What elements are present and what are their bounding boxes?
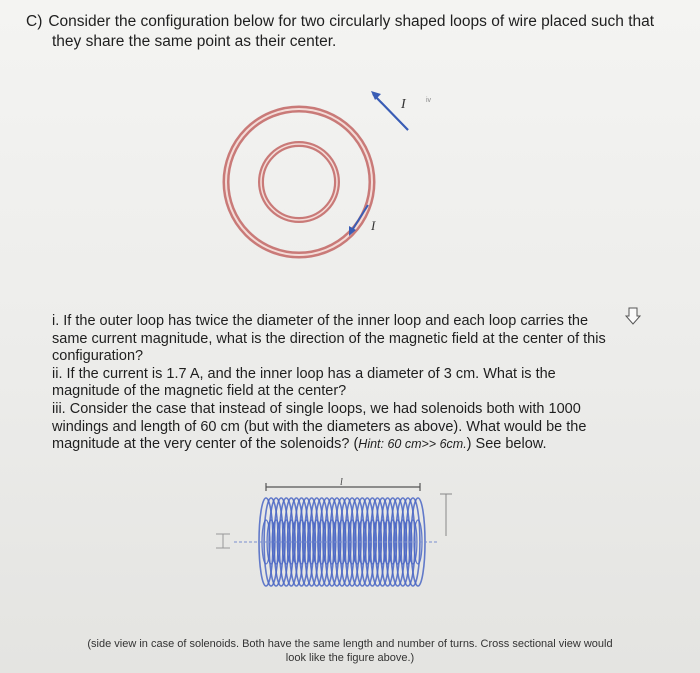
part-i	[52, 313, 632, 366]
part-i-line2: same current magnitude, what is the direction of the magnetic field at the center of this	[52, 330, 606, 347]
part-iii-line3-end: ) See below.	[466, 436, 547, 453]
length-label: l	[340, 477, 343, 488]
part-iii-line2: windings and length of 60 cm (but with the diameters as above). What would be the	[52, 418, 587, 435]
caption-line2: look like the figure above.)	[285, 652, 415, 664]
question-parts	[52, 313, 632, 454]
part-i-line1: i. If the outer loop has twice the diameter of the inner loop and each loop carries the	[52, 313, 589, 329]
length-dimension	[266, 483, 420, 491]
part-ii-line1: ii. If the current is 1.7 A, and the inner loop has a diameter of 3 cm. What is the	[52, 365, 556, 382]
question-heading	[26, 12, 676, 52]
caption-line1: (side view in case of solenoids. Both have the same length and number of turns. Cross sectional view would	[87, 638, 613, 650]
part-iii-line1: iii. Consider the case that instead of single loops, we had solenoids both with 1000	[52, 400, 581, 417]
inner-current-arrow	[349, 205, 368, 236]
outer-extra-mark: iv	[426, 97, 432, 104]
question-text-line1: Consider the configuration below for two circularly shaped loops of wire placed such that	[48, 13, 655, 30]
concentric-loops-figure	[205, 78, 445, 278]
question-label: C)	[26, 13, 43, 30]
part-ii	[52, 366, 632, 401]
figure-caption	[40, 637, 660, 665]
solenoid-figure	[206, 476, 466, 606]
part-i-line3: configuration?	[52, 348, 144, 365]
part-iii-hint: Hint: 60 cm>> 6cm.	[358, 437, 467, 452]
part-iii-line3: magnitude at the very center of the solenoids? (	[52, 436, 359, 453]
question-text-line2: they share the same point as their center.	[52, 33, 337, 50]
inner-current-label: I	[371, 218, 376, 233]
cursor-arrow-icon	[624, 306, 642, 326]
part-ii-line2: magnitude of the magnetic field at the center?	[52, 383, 347, 400]
part-iii	[52, 401, 632, 454]
outer-current-label: I	[401, 97, 406, 112]
